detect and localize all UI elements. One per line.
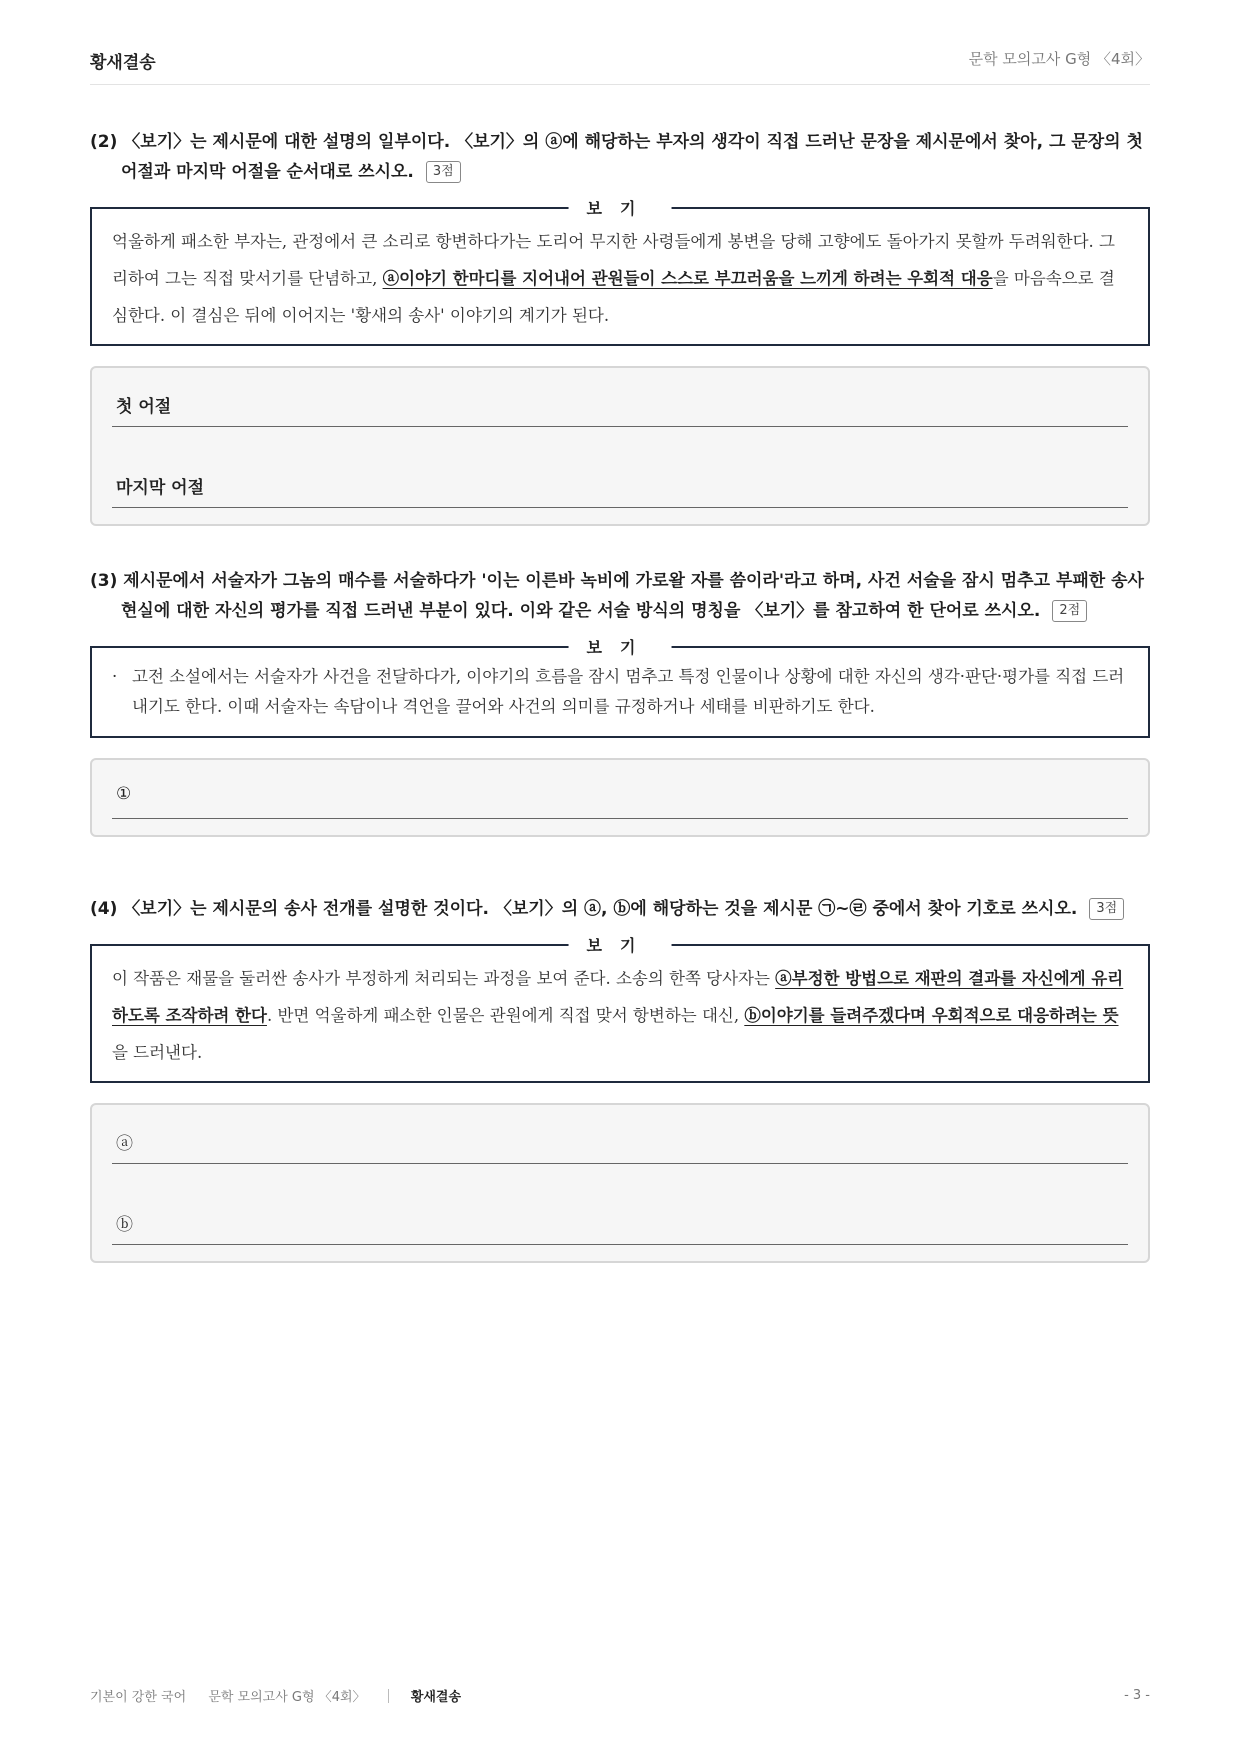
page-number: - 3 - [1124, 1688, 1150, 1703]
question-2-text: (2) 〈보기〉는 제시문에 대한 설명의 일부이다. 〈보기〉의 ⓐ에 해당하는 부자의 생각이 직접 드러난 문장을 제시문에서 찾아, 그 문장의 첫 어절과 마지막 어절을 순서대로 쓰시오. 3점 [90, 132, 1143, 182]
answer-field-last-word[interactable]: 마지막 어절 [112, 463, 1128, 508]
question-3-text: (3) 제시문에서 서술자가 그놈의 매수를 서술하다가 '이는 이른바 녹비에 가로왈 자를 씀이라'라고 하며, 사건 서술을 잠시 멈추고 부패한 송사 현실에 대한 자신의 평가를 직접 드러낸 부분이 있다. 이와 같은 서술 방식의 명칭을 〈보기〉를 참고하여 한 단어로 쓰시오. 2점 [90, 571, 1144, 621]
footer-exam: 문학 모의고사 G형 〈4회〉 [208, 1690, 366, 1705]
header-title: 황새결송 [90, 53, 156, 73]
footer-divider [388, 1689, 389, 1703]
bogi-label: 보기 [569, 635, 672, 658]
underlined-phrase-a: ⓐ부정한 방법으로 재판의 결과를 자신에게 유리하도록 조작하려 한다 [112, 969, 1124, 1025]
answer-box [90, 1103, 1150, 1263]
answer-box [90, 758, 1150, 837]
page-footer [90, 1686, 1150, 1705]
bogi-box [90, 936, 1150, 1083]
underlined-phrase-a: ⓐ이야기 한마디를 지어내어 관원들이 스스로 부끄러움을 느끼게 하려는 우회적 대응 [382, 269, 993, 288]
bogi-label: 보기 [569, 196, 672, 219]
answer-field-b[interactable]: ⓑ [112, 1200, 1128, 1245]
bogi-box [90, 638, 1150, 738]
question-3 [90, 566, 1150, 837]
bogi-box [90, 199, 1150, 346]
question-4 [90, 894, 1150, 1263]
bogi-text: 이 작품은 재물을 둘러싼 송사가 부정하게 처리되는 과정을 보여 준다. 소송의 한쪽 당사자는 ⓐ부정한 방법으로 재판의 결과를 자신에게 유리하도록 조작하려 한다. 반면 억울하게 패소한 인물은 관원에게 직접 맞서 항변하는 대신, ⓑ이야기를 들려주겠다며 우회적으로 대응하려는 뜻을 드러낸다. [112, 969, 1124, 1062]
question-4-text: (4) 〈보기〉는 제시문의 송사 전개를 설명한 것이다. 〈보기〉의 ⓐ, ⓑ에 해당하는 것을 제시문 ㉠~㉣ 중에서 찾아 기호로 쓰시오. 3점 [90, 894, 1150, 924]
bogi-text: 억울하게 패소한 부자는, 관정에서 큰 소리로 항변하다가는 도리어 무지한 사령들에게 봉변을 당해 고향에도 돌아가지 못할까 두려워한다. 그리하여 그는 직접 맞서기를 단념하고, ⓐ이야기 한마디를 지어내어 관원들이 스스로 부끄러움을 느끼게 하려는 우회적 대응을 마음속으로 결심한다. 이 결심은 뒤에 이어지는 '황새의 송사' 이야기의 계기가 된다. [112, 232, 1115, 325]
bullet: · [112, 667, 118, 686]
score-badge: 3점 [426, 161, 461, 183]
answer-box [90, 366, 1150, 526]
footer-book: 기본이 강한 국어 [90, 1690, 187, 1705]
question-2 [90, 127, 1150, 526]
underlined-phrase-b: ⓑ이야기를 들려주겠다며 우회적으로 대응하려는 뜻 [744, 1006, 1119, 1025]
bogi-label: 보기 [569, 933, 672, 956]
bogi-text: · 고전 소설에서는 서술자가 사건을 전달하다가, 이야기의 흐름을 잠시 멈추고 특정 인물이나 상황에 대한 자신의 생각·판단·평가를 직접 드러내기도 한다. 이때 서술자는 속담이나 격언을 끌어와 사건의 의미를 규정하거나 세태를 비판하기도 한다. [92, 648, 1148, 736]
footer-topic: 황새결송 [410, 1690, 462, 1705]
score-badge: 3점 [1089, 898, 1124, 920]
header-subtitle: 문학 모의고사 G형 〈4회〉 [968, 50, 1150, 68]
answer-field-a[interactable]: ⓐ [112, 1119, 1128, 1164]
answer-field-1[interactable]: ① [112, 774, 1128, 819]
score-badge: 2점 [1052, 600, 1087, 622]
answer-field-first-word[interactable]: 첫 어절 [112, 382, 1128, 427]
page-header [90, 48, 1150, 85]
